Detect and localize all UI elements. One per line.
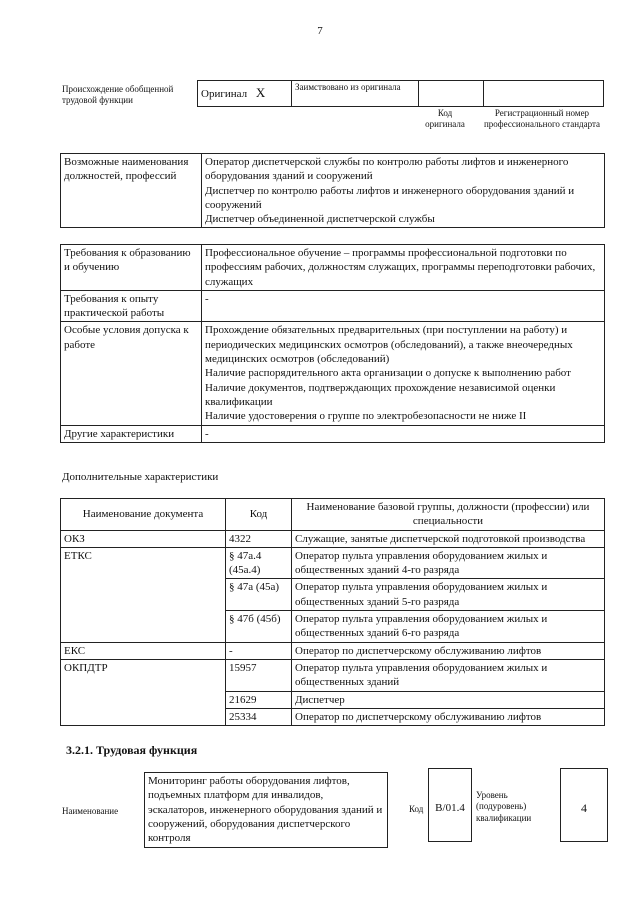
experience-label: Требования к опыту практической работы (61, 290, 202, 322)
function-code-box: B/01.4 (428, 768, 472, 842)
positions-list (202, 154, 605, 228)
eks-name: Оператор по диспетчерскому обслуживанию лифтов (292, 642, 605, 659)
origin-table (197, 80, 604, 107)
function-level-box: 4 (560, 768, 608, 842)
origin-code-cell (419, 81, 484, 107)
other-value: - (202, 425, 605, 442)
okpdtr-doc: ОКПДТР (61, 659, 226, 725)
etks-code: § 47б (45б) (226, 611, 292, 643)
condition-item: Наличие удостоверения о группе по электробезопасности не ниже II (205, 410, 527, 423)
table-row (61, 547, 605, 579)
header-doc: Наименование документа (61, 499, 226, 531)
position-item: Оператор диспетчерской службы по контролю работы лифтов и инженерного оборудования зданий и сооружений (205, 156, 569, 183)
eks-doc: ЕКС (61, 642, 226, 659)
function-title: 3.2.1. Трудовая функция (66, 743, 198, 757)
education-value: Профессиональное обучение – программы профессиональной подготовки по профессиям рабочих, должностям служащих, программы переподготовки рабочих, служащих (202, 245, 605, 291)
position-item: Диспетчер по контролю работы лифтов и инженерного оборудования зданий и сооружений (205, 184, 575, 211)
positions-table (60, 153, 605, 228)
etks-name: Оператор пульта управления оборудованием жилых и общественных зданий 6-го разряда (292, 611, 605, 643)
positions-label: Возможные наименования должностей, профессий (61, 154, 202, 228)
function-code-label: Код (409, 804, 424, 814)
origin-original-label: Оригинал (201, 88, 248, 101)
etks-code: § 47а.4 (45а.4) (226, 547, 292, 579)
etks-doc: ЕТКС (61, 547, 226, 642)
origin-code-label: Код оригинала (425, 108, 465, 130)
position-item: Диспетчер объединенной диспетчерской службы (205, 213, 435, 226)
page-number: 7 (317, 25, 323, 37)
condition-item: Прохождение обязательных предварительных (при поступлении на работу) и периодических медицинских осмотров (обследований), а также внеочередных медицинских осмотров (обследований) (205, 324, 573, 366)
condition-item: Наличие документов, подтверждающих прохождение независимой оценки квалификации (205, 381, 556, 408)
function-level-label: Уровень (подуровень) квалификации (476, 790, 532, 823)
condition-item: Наличие распорядительного акта организации о допуске к выполнению работ (205, 367, 571, 380)
okpdtr-code: 25334 (226, 708, 292, 725)
function-name-box: Мониторинг работы оборудования лифтов, подъемных платформ для инвалидов, эскалаторов, инженерного оборудования зданий и сооружений, оборудования диспетчерского контроля (144, 772, 388, 848)
okpdtr-name: Оператор по диспетчерскому обслуживанию лифтов (292, 708, 605, 725)
origin-label: Происхождение обобщенной трудовой функции (62, 84, 174, 106)
okpdtr-code: 15957 (226, 659, 292, 691)
requirements-table (60, 244, 605, 443)
education-label: Требования к образованию и обучению (61, 245, 202, 291)
okpdtr-name: Оператор пульта управления оборудованием жилых и общественных зданий (292, 659, 605, 691)
function-name-label: Наименование (62, 806, 119, 816)
experience-value: - (202, 290, 605, 322)
etks-name: Оператор пульта управления оборудованием жилых и общественных зданий 5-го разряда (292, 579, 605, 611)
conditions-label: Особые условия допуска к работе (61, 322, 202, 425)
table-row (61, 642, 605, 659)
okz-code: 4322 (226, 530, 292, 547)
okpdtr-code: 21629 (226, 691, 292, 708)
etks-name: Оператор пульта управления оборудованием жилых и общественных зданий 4-го разряда (292, 547, 605, 579)
origin-mark: X (255, 85, 266, 101)
okpdtr-name: Диспетчер (292, 691, 605, 708)
additional-table (60, 498, 605, 726)
origin-reg-cell (484, 81, 604, 107)
etks-code: § 47а (45а) (226, 579, 292, 611)
conditions-list (202, 322, 605, 425)
table-row (61, 659, 605, 691)
origin-borrowed-label: Заимствовано из оригинала (292, 81, 419, 107)
other-label: Другие характеристики (61, 425, 202, 442)
table-row (61, 530, 605, 547)
origin-reg-label: Регистрационный номер профессионального стандарта (483, 108, 601, 130)
header-name: Наименование базовой группы, должности (профессии) или специальности (292, 499, 605, 531)
header-code: Код (226, 499, 292, 531)
eks-code: - (226, 642, 292, 659)
additional-title: Дополнительные характеристики (62, 471, 219, 483)
okz-doc: ОКЗ (61, 530, 226, 547)
okz-name: Служащие, занятые диспетчерской подготовкой производства (292, 530, 605, 547)
